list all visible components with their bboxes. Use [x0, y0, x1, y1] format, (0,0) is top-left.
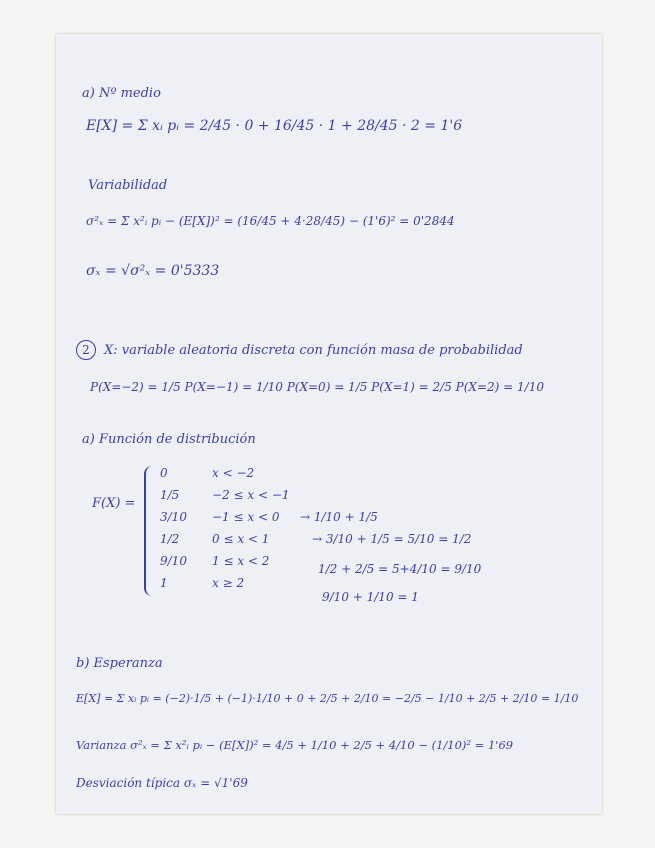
dist-row-condition: 0 ≤ x < 1: [212, 532, 270, 546]
dist-row-condition: −1 ≤ x < 0: [212, 510, 280, 524]
variance-b-formula: Varianza σ²ₓ = Σ x²ᵢ pᵢ − (E[X])² = 4/5 + 1/10 + 2/5 + 4/10 − (1/10)² = 1'69: [76, 738, 514, 752]
problem-number-circle: 2: [76, 340, 96, 360]
dist-row-value: 3/10: [160, 510, 187, 524]
dist-row-condition: x ≥ 2: [212, 576, 245, 590]
expectation-formula: E[X] = Σ xᵢ pᵢ = 2/45 · 0 + 16/45 · 1 + 28/45 · 2 = 1'6: [86, 118, 463, 134]
dist-row-value: 1/2: [160, 532, 180, 546]
std-dev-b-formula: Desviación típica σₓ = √1'69: [76, 776, 248, 790]
side-calc: → 1/10 + 1/5: [300, 510, 378, 524]
fx-label: F(X) =: [92, 496, 136, 511]
variance-formula: σ²ₓ = Σ x²ᵢ pᵢ − (E[X])² = (16/45 + 4·28/45) − (1'6)² = 0'2844: [86, 214, 455, 228]
dist-row-value: 1/5: [160, 488, 180, 502]
dist-row-value: 9/10: [160, 554, 187, 568]
side-calc: → 3/10 + 1/5 = 5/10 = 1/2: [312, 532, 472, 546]
expectation-b-formula: E[X] = Σ xᵢ pᵢ = (−2)·1/5 + (−1)·1/10 + 0 + 2/5 + 2/10 = −2/5 − 1/10 + 2/5 + 2/10 = 1/10: [76, 692, 579, 705]
side-calc: 9/10 + 1/10 = 1: [322, 590, 419, 604]
dist-row-condition: 1 ≤ x < 2: [212, 554, 270, 568]
dist-row-condition: −2 ≤ x < −1: [212, 488, 290, 502]
pmf-values: P(X=−2) = 1/5 P(X=−1) = 1/10 P(X=0) = 1/5 P(X=1) = 2/5 P(X=2) = 1/10: [90, 380, 544, 394]
problem-2-text: X: variable aleatoria discreta con función masa de probabilidad: [104, 343, 523, 358]
distribution-heading: a) Función de distribución: [82, 432, 256, 447]
section-a-heading: a) Nº medio: [82, 86, 161, 101]
dist-row-value: 0: [160, 466, 168, 480]
dist-row-value: 1: [160, 576, 168, 590]
variability-heading: Variabilidad: [88, 178, 168, 193]
std-dev-formula: σₓ = √σ²ₓ = 0'5333: [86, 263, 220, 279]
section-b-heading: b) Esperanza: [76, 656, 163, 671]
side-calc: 1/2 + 2/5 = 5+4/10 = 9/10: [318, 562, 482, 576]
dist-row-condition: x < −2: [212, 466, 255, 480]
piecewise-brace: [144, 466, 156, 596]
problem-2-statement: [76, 340, 523, 360]
